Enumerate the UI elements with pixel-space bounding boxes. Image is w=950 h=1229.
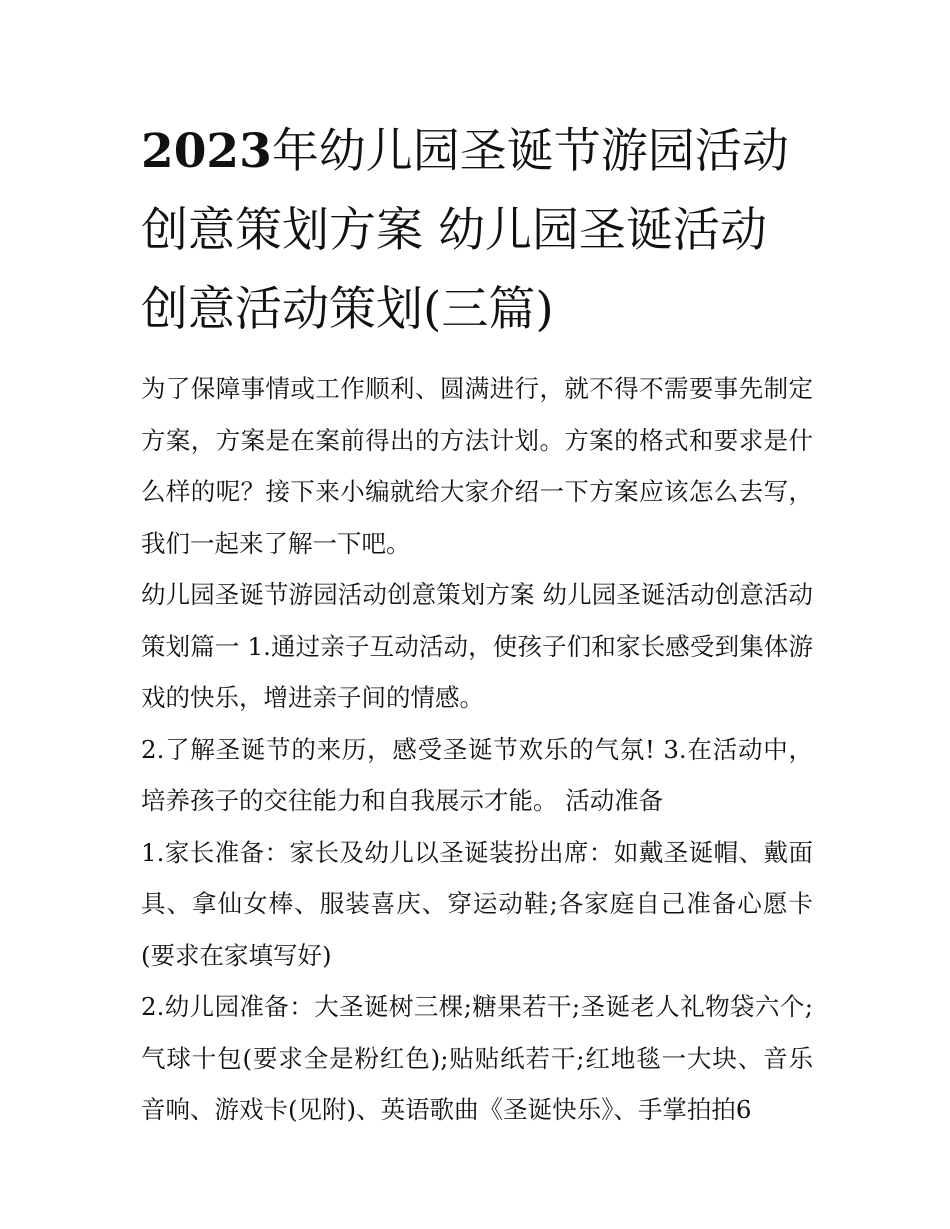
document-body [141,363,813,1136]
paragraph-kindergarten-prep: 2.幼儿园准备：大圣诞树三棵;糖果若干;圣诞老人礼物袋六个;气球十包(要求全是粉红色);贴贴纸若干;红地毯一大块、音乐音响、游戏卡(见附)、英语歌曲《圣诞快乐》、手掌拍拍6 [141,992,813,1124]
title-year: 2023 [141,124,272,179]
title-text: 年幼儿园圣诞节游园活动创意策划方案 幼儿园圣诞活动创意活动策划(三篇) [141,124,789,337]
intro-paragraph: 为了保障事情或工作顺利、圆满进行，就不得不需要事先制定方案，方案是在案前得出的方法计划。方案的格式和要求是什么样的呢？接下来小编就给大家介绍一下方案应该怎么去写，我们一起来了解一下吧。 [141,374,813,558]
document-page [141,112,813,1136]
paragraph-parent-prep: 1.家长准备：家长及幼儿以圣诞装扮出席：如戴圣诞帽、戴面具、拿仙女棒、服装喜庆、穿运动鞋;各家庭自己准备心愿卡(要求在家填写好) [141,837,813,970]
paragraph-goals: 2.了解圣诞节的来历，感受圣诞节欢乐的气氛! 3.在活动中，培养孩子的交往能力和自我展示才能。 活动准备 [141,734,813,815]
paragraph-section-one: 幼儿园圣诞节游园活动创意策划方案 幼儿园圣诞活动创意活动策划篇一 1.通过亲子互动活动，使孩子们和家长感受到集体游戏的快乐，增进亲子间的情感。 [141,580,813,712]
document-title [141,112,813,349]
